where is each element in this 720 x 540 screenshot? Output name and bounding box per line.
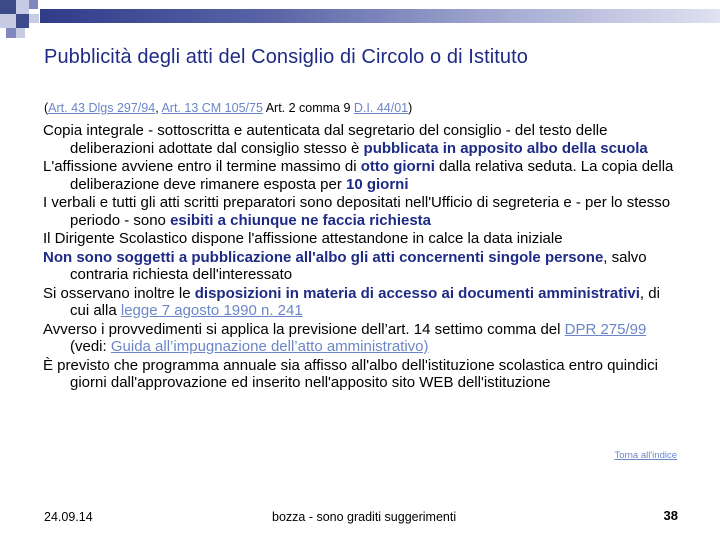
paragraph-text: Si osservano inoltre le (43, 284, 195, 302)
legal-references (44, 101, 412, 115)
paragraph-text: I verbali e tutti gli atti scritti preparatori sono depositati nell'Ufficio di segreteria e - per lo stesso periodo - sono (43, 194, 671, 229)
paragraph-text: Copia integrale - sottoscritta e autenticata dal segretario del consiglio - del testo delle deliberazioni adottate dal consiglio stesso è (43, 122, 608, 157)
footer-note: bozza - sono graditi suggerimenti (272, 510, 457, 524)
paragraph-text: Avverso i provvedimenti si applica la previsione dell’art. 14 settimo comma del (43, 320, 565, 338)
paragraph-dirigente (43, 230, 683, 248)
paragraph-emphasis: pubblicata in apposito albo della scuola (363, 139, 648, 157)
link-legge-241[interactable]: legge 7 agosto 1990 n. 241 (120, 302, 303, 319)
paragraph-emphasis: 10 giorni (346, 175, 409, 193)
ref-link-di-44[interactable]: D.I. 44/01 (353, 101, 409, 115)
ref-link-cm-105[interactable]: Art. 13 CM 105/75 (161, 101, 263, 115)
paragraph-programma-annuale (43, 357, 683, 392)
refs-text: Art. 2 comma 9 (262, 101, 354, 115)
paragraph-non-soggetti (43, 249, 683, 284)
paragraph-text: , di cui alla (70, 284, 660, 319)
refs-sep: , (155, 101, 162, 115)
paragraph-text: dalla relativa seduta. La copia della deliberazione deve rimanere esposta per (70, 158, 674, 193)
paragraph-emphasis: Non sono soggetti a pubblicazione all'albo gli atti concernenti singole persone (43, 248, 604, 266)
link-guida-impugnazione[interactable]: Guida all’impugnazione dell’atto amministrativo) (110, 338, 429, 355)
paragraph-verbali (43, 194, 683, 229)
paragraph-accesso (43, 285, 683, 320)
decor-square (0, 14, 16, 28)
paragraph-affissione (43, 158, 683, 193)
refs-open: ( (44, 101, 49, 115)
link-dpr-275[interactable]: DPR 275/99 (564, 320, 647, 338)
paragraph-copia-integrale (43, 122, 683, 157)
decor-square (0, 0, 16, 14)
decor-square (16, 28, 25, 38)
slide-body (43, 122, 683, 393)
slide-title: Pubblicità degli atti del Consiglio di Circolo o di Istituto (44, 46, 529, 68)
decor-square (29, 14, 39, 23)
paragraph-emphasis: otto giorni (360, 158, 435, 175)
decor-square (6, 28, 16, 38)
page-number: 38 (663, 508, 678, 523)
ref-link-dlgs-297[interactable]: Art. 43 Dlgs 297/94 (48, 101, 156, 115)
paragraph-text: È previsto che programma annuale sia affisso all'albo dell'istituzione scolastica entro quindici giorni dall'approvazione ed inserito nell'apposito sito WEB dell'istituzione (43, 356, 658, 391)
header-gradient-bar (40, 9, 720, 23)
back-to-index-link[interactable]: Torna all'indice (614, 450, 677, 461)
paragraph-text: Il Dirigente Scolastico dispone l'affissione attestandone in calce la data iniziale (43, 230, 563, 247)
paragraph-text: (vedi: (70, 338, 111, 355)
paragraph-text: L'affissione avviene entro il termine massimo di (43, 158, 361, 175)
paragraph-emphasis: esibiti a chiunque ne faccia richiesta (170, 211, 432, 229)
decor-square (29, 0, 38, 9)
paragraph-avverso (43, 321, 683, 356)
decor-square (16, 14, 29, 28)
decor-square (16, 0, 29, 14)
refs-close: ) (408, 101, 413, 115)
footer-date: 24.09.14 (44, 510, 93, 524)
paragraph-emphasis: disposizioni in materia di accesso ai documenti amministrativi (194, 284, 640, 302)
paragraph-text: , salvo contraria richiesta dell'interessato (70, 248, 647, 283)
